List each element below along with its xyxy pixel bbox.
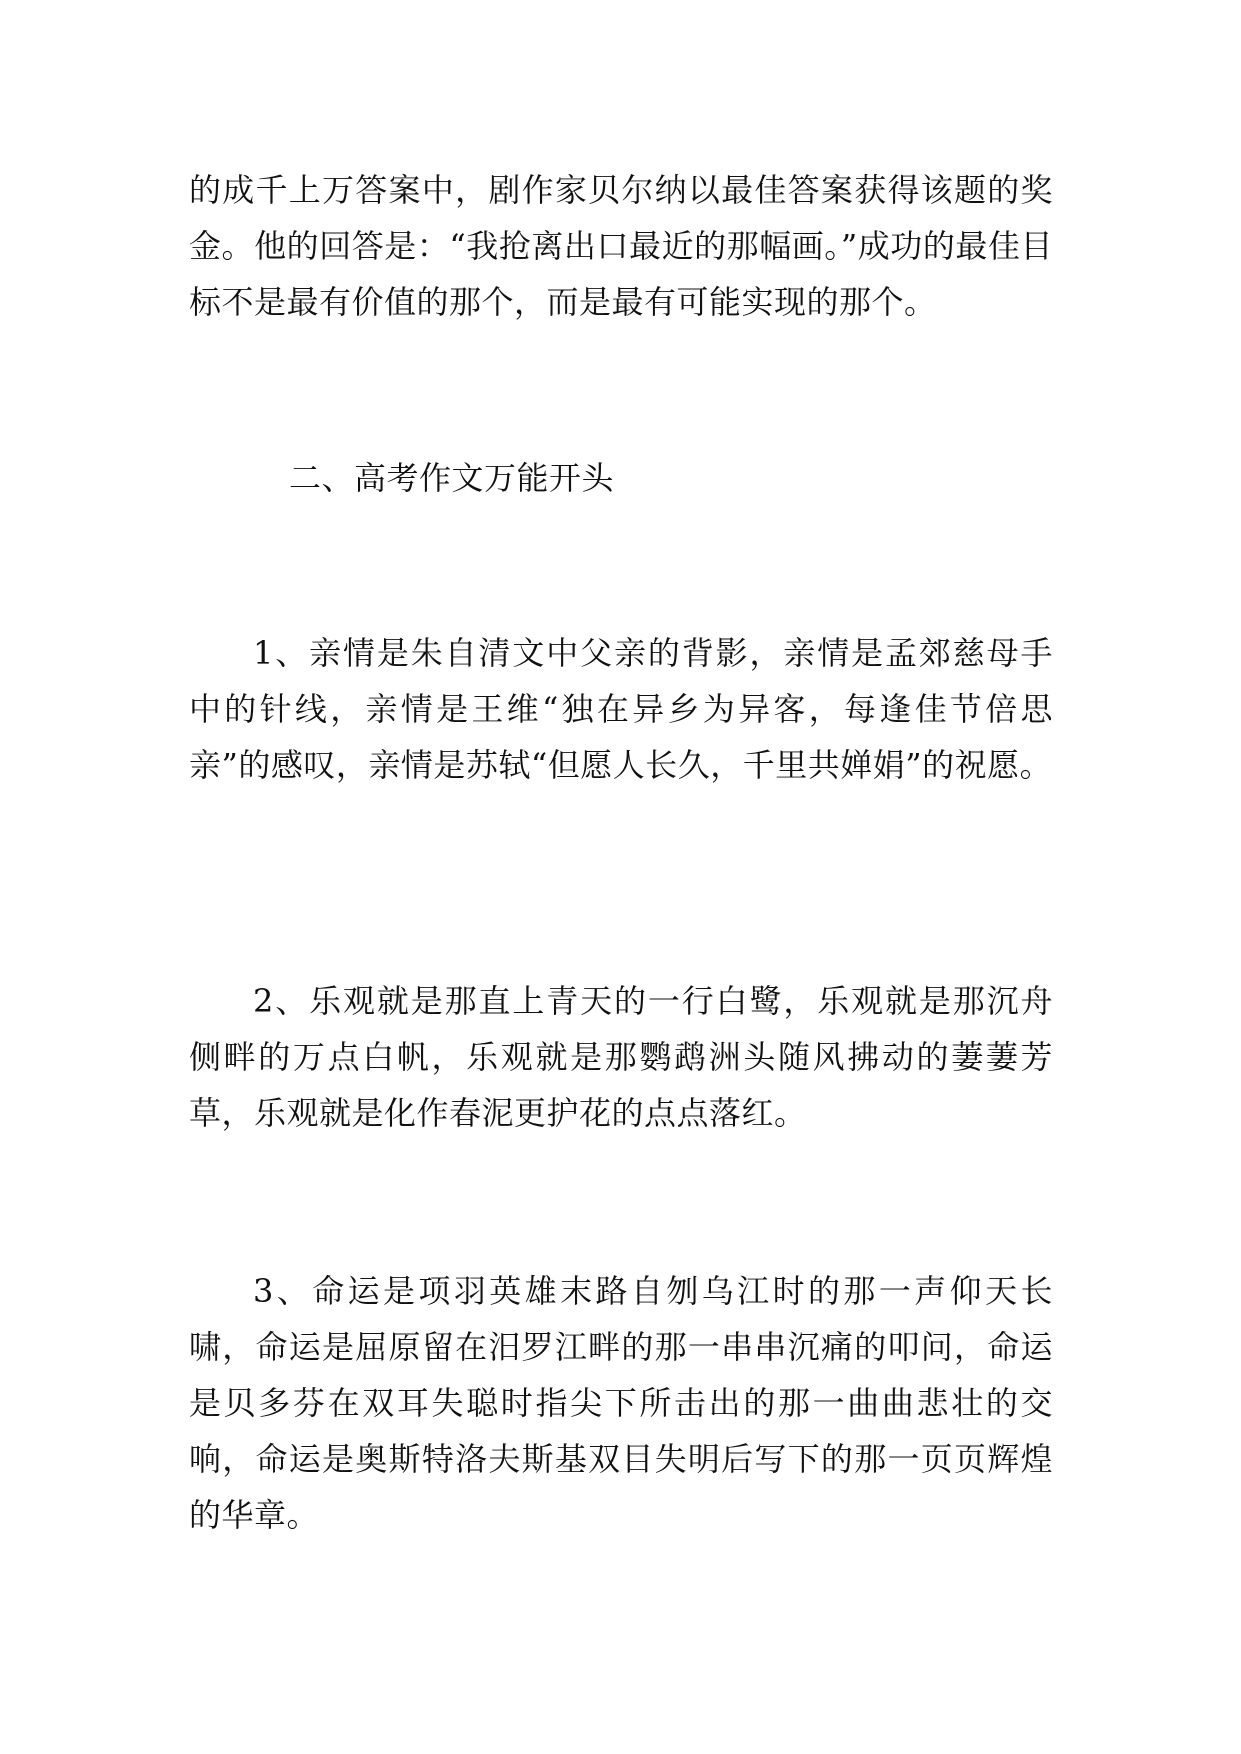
opening-example-3: 3、命运是项羽英雄末路自刎乌江时的那一声仰天长啸，命运是屈原留在汨罗江畔的那一串串沉痛的叩问，命运是贝多芬在双耳失聪时指尖下所击出的那一曲曲悲壮的交响，命运是奥斯特洛夫斯基双目失明后写下的那一页页辉煌的华章。 [189, 1272, 1053, 1534]
section-heading: 二、高考作文万能开头 [289, 459, 615, 497]
opening-example-2: 2、乐观就是那直上青天的一行白鹭，乐观就是那沉舟侧畔的万点白帆，乐观就是那鹦鹉洲头随风拂动的萋萋芳草，乐观就是化作春泥更护花的点点落红。 [189, 982, 1053, 1132]
intro-continuation-paragraph: 的成千上万答案中，剧作家贝尔纳以最佳答案获得该题的奖金。他的回答是：“我抢离出口最近的那幅画。”成功的最佳目标不是最有价值的那个，而是最有可能实现的那个。 [189, 171, 1053, 321]
opening-example-1: 1、亲情是朱自清文中父亲的背影，亲情是孟郊慈母手中的针线，亲情是王维“独在异乡为异客，每逢佳节倍思亲”的感叹，亲情是苏轼“但愿人长久，千里共婵娟”的祝愿。 [189, 634, 1053, 784]
